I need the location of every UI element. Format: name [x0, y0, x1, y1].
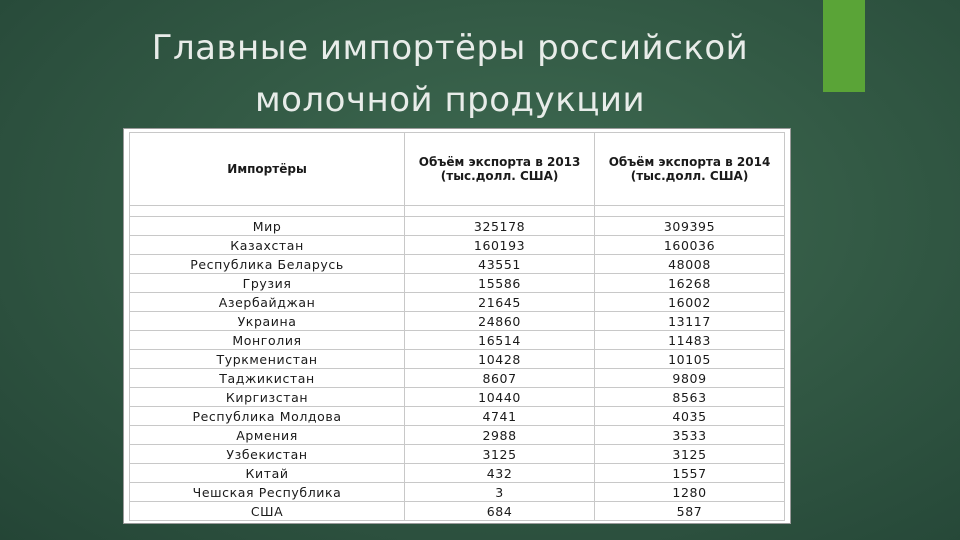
cell-export-2014: 4035 — [595, 407, 785, 426]
table-row — [130, 445, 785, 464]
cell-country: Казахстан — [130, 236, 405, 255]
table-header-row — [130, 133, 785, 206]
table-row — [130, 426, 785, 445]
table-row — [130, 388, 785, 407]
spacer-cell — [405, 206, 595, 217]
cell-country: Грузия — [130, 274, 405, 293]
importers-table — [129, 132, 785, 521]
cell-export-2014: 48008 — [595, 255, 785, 274]
cell-country: Китай — [130, 464, 405, 483]
table-row — [130, 350, 785, 369]
header-importers: Импортёры — [130, 133, 405, 206]
cell-export-2014: 13117 — [595, 312, 785, 331]
cell-country: США — [130, 502, 405, 521]
cell-export-2013: 4741 — [405, 407, 595, 426]
cell-export-2013: 684 — [405, 502, 595, 521]
spacer-cell — [595, 206, 785, 217]
cell-export-2013: 160193 — [405, 236, 595, 255]
cell-country: Азербайджан — [130, 293, 405, 312]
cell-export-2014: 8563 — [595, 388, 785, 407]
cell-country: Украина — [130, 312, 405, 331]
header-export-2014: Объём экспорта в 2014 (тыс.долл. США) — [595, 133, 785, 206]
cell-export-2013: 16514 — [405, 331, 595, 350]
title-line-2: молочной продукции — [254, 80, 646, 120]
cell-export-2013: 3 — [405, 483, 595, 502]
cell-export-2014: 1557 — [595, 464, 785, 483]
cell-country: Киргизстан — [130, 388, 405, 407]
table-row — [130, 312, 785, 331]
cell-export-2014: 10105 — [595, 350, 785, 369]
table-row — [130, 255, 785, 274]
cell-export-2014: 3533 — [595, 426, 785, 445]
cell-export-2013: 24860 — [405, 312, 595, 331]
cell-export-2013: 15586 — [405, 274, 595, 293]
cell-country: Республика Молдова — [130, 407, 405, 426]
cell-export-2014: 11483 — [595, 331, 785, 350]
table-row — [130, 502, 785, 521]
spacer-cell — [130, 206, 405, 217]
cell-country: Монголия — [130, 331, 405, 350]
importers-table-image — [123, 128, 791, 524]
table-row — [130, 464, 785, 483]
cell-export-2013: 2988 — [405, 426, 595, 445]
cell-export-2013: 43551 — [405, 255, 595, 274]
cell-export-2014: 9809 — [595, 369, 785, 388]
header-export-2013: Объём экспорта в 2013 (тыс.долл. США) — [405, 133, 595, 206]
table-row — [130, 407, 785, 426]
cell-country: Мир — [130, 217, 405, 236]
table-row — [130, 483, 785, 502]
cell-export-2014: 16002 — [595, 293, 785, 312]
cell-country: Таджикистан — [130, 369, 405, 388]
slide-title — [60, 22, 840, 126]
cell-export-2013: 432 — [405, 464, 595, 483]
cell-export-2014: 587 — [595, 502, 785, 521]
table-body — [130, 206, 785, 521]
cell-country: Армения — [130, 426, 405, 445]
cell-export-2014: 160036 — [595, 236, 785, 255]
cell-export-2013: 3125 — [405, 445, 595, 464]
cell-export-2014: 3125 — [595, 445, 785, 464]
cell-country: Туркменистан — [130, 350, 405, 369]
cell-country: Узбекистан — [130, 445, 405, 464]
table-row — [130, 369, 785, 388]
cell-export-2013: 10428 — [405, 350, 595, 369]
table-row — [130, 293, 785, 312]
cell-export-2013: 21645 — [405, 293, 595, 312]
cell-export-2014: 16268 — [595, 274, 785, 293]
cell-country: Чешская Республика — [130, 483, 405, 502]
table-row — [130, 274, 785, 293]
table-row — [130, 236, 785, 255]
title-line-1: Главные импортёры российской — [151, 28, 749, 68]
cell-export-2013: 10440 — [405, 388, 595, 407]
cell-export-2013: 8607 — [405, 369, 595, 388]
cell-export-2013: 325178 — [405, 217, 595, 236]
cell-export-2014: 1280 — [595, 483, 785, 502]
cell-export-2014: 309395 — [595, 217, 785, 236]
table-row — [130, 217, 785, 236]
table-row — [130, 331, 785, 350]
cell-country: Республика Беларусь — [130, 255, 405, 274]
table-spacer-row — [130, 206, 785, 217]
